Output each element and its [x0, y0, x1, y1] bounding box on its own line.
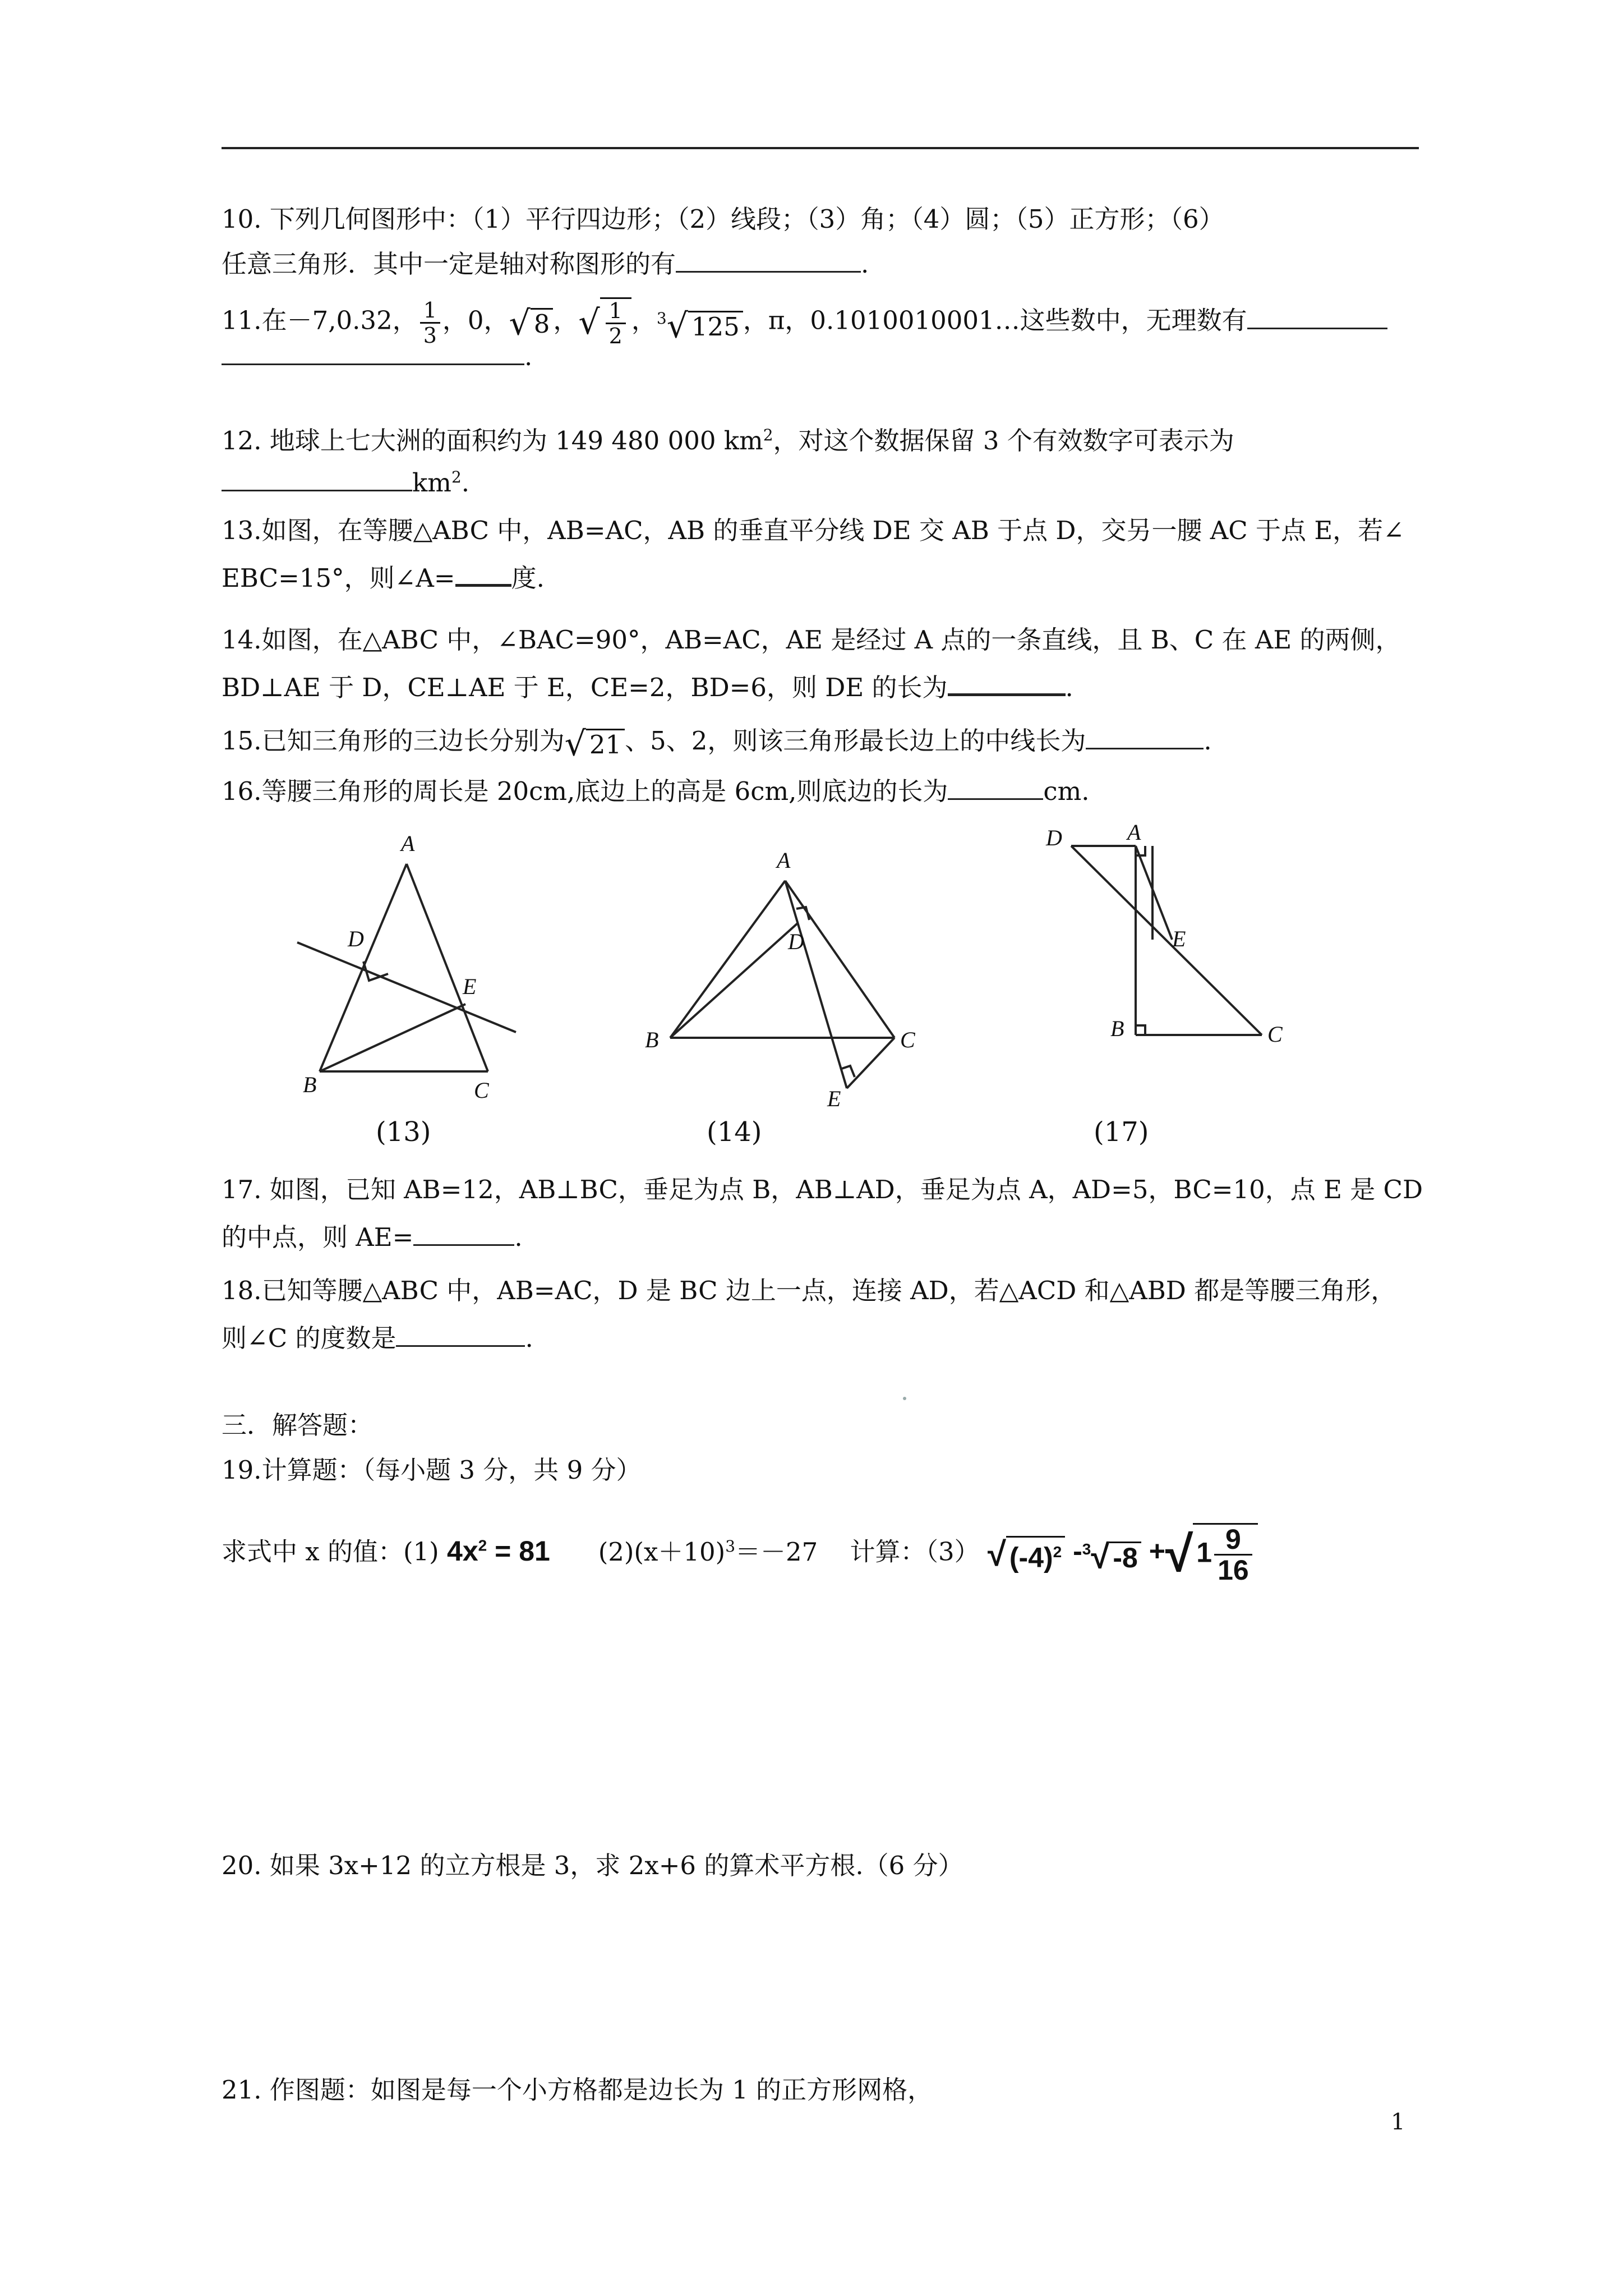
page-number: 1: [1391, 2109, 1405, 2135]
f13-label-C: C: [474, 1078, 489, 1103]
f17-caption: (17): [1094, 1116, 1149, 1148]
q11-line1: 11.在－7,0.32， $\frac{1}{3}$ ，0，√ 8 ，√ $\frac{1}{2}$ ，$^3$√ 125 ，π，0.1010010001…这些数中，无理数有: [222, 297, 1419, 348]
figure-13: [280, 830, 538, 1167]
q19-eq1: $4x^2 = 81$: [447, 1535, 550, 1567]
f14-label-A: A: [777, 848, 791, 873]
f14-label-E: E: [827, 1086, 841, 1111]
f14-label-C: C: [900, 1027, 915, 1052]
section-3-heading: 三．解答题：: [222, 1410, 374, 1440]
q12-line2: $km^2$.: [222, 457, 1419, 503]
q15-line: 15.已知三角形的三边长分别为√ 21 、5、2，则该三角形最长边上的中线长为 .: [222, 721, 1419, 764]
f13-label-A: A: [401, 831, 415, 856]
f17-label-C: C: [1267, 1022, 1283, 1047]
q19-eq2: $(2)(x+10)^3=-27$: [598, 1536, 818, 1567]
f17-label-B: B: [1110, 1016, 1124, 1041]
q17-answer-blank[interactable]: [413, 1218, 514, 1246]
f13-label-E: E: [463, 974, 477, 999]
q17-line2: 的中点，则 AE= .: [222, 1217, 1419, 1258]
figure-17-drawing: [1038, 819, 1307, 1167]
q20-line: 20. 如果 3x+12 的立方根是 3，求 2x+6 的算术平方根.（6 分）: [222, 1851, 963, 1880]
f14-caption: (14): [707, 1116, 762, 1148]
q18-answer-blank[interactable]: [396, 1319, 525, 1347]
f13-label-B: B: [303, 1072, 317, 1097]
figure-17: [1038, 819, 1307, 1167]
q13-line1: 13.如图，在等腰△ABC 中，AB=AC，AB 的垂直平分线 DE 交 AB 于点 D，交另一腰 AC 于点 E，若∠: [222, 516, 1404, 545]
q10-answer-blank[interactable]: [676, 245, 861, 273]
f13-label-D: D: [348, 926, 364, 951]
figure-14: [639, 847, 931, 1167]
sqrt-half: √ $\frac{1}{2}$: [578, 297, 631, 348]
q19-equations: 求式中 x 的值：(1) $4x^2 = 81$ $(2)(x+10)^3=-27$ 计算：（3） √ $(-4)^2$ -$^3$√ -8 +√ 1 $\frac{9}{16}$: [222, 1515, 1419, 1588]
f13-caption: (13): [376, 1116, 431, 1148]
q18-line2: 则∠C 的度数是 .: [222, 1318, 1419, 1359]
q14-answer-blank[interactable]: [948, 668, 1066, 696]
q13-line2: EBC=15°，则∠A= 度.: [222, 558, 1419, 599]
q19-expression: √ $(-4)^2$ -$^3$√ -8 +√ 1 $\frac{9}{16}$: [988, 1535, 1258, 1567]
q21-line: 21. 作图题：如图是每一个小方格都是边长为 1 的正方形网格，: [222, 2075, 933, 2105]
sqrt-8: √ 8: [509, 301, 554, 344]
q15-answer-blank[interactable]: [1086, 722, 1204, 749]
figure-14-drawing: [639, 847, 931, 1167]
f14-label-D: D: [788, 929, 804, 954]
q11-answer-blank[interactable]: [1247, 302, 1387, 329]
sqrt-21: √ 21: [565, 722, 625, 765]
fraction-one-third: $\frac{1}{3}$: [420, 298, 440, 347]
f14-label-B: B: [645, 1027, 659, 1052]
q11-answer-blank-cont[interactable]: [222, 338, 524, 365]
q10-line2: 任意三角形．其中一定是轴对称图形的有 .: [222, 244, 1419, 284]
q11-line2: .: [222, 337, 1419, 377]
q13-answer-blank[interactable]: [455, 558, 511, 587]
header-rule: [222, 147, 1419, 149]
scan-speck: [903, 1397, 906, 1400]
q16-line: 16.等腰三角形的周长是 20cm,底边上的高是 6cm,则底边的长为 cm.: [222, 771, 1419, 812]
q16-answer-blank[interactable]: [948, 772, 1043, 800]
q14-line1: 14.如图，在△ABC 中，∠BAC=90°，AB=AC，AE 是经过 A 点的一条直线，且 B、C 在 AE 的两侧，: [222, 625, 1401, 655]
q12-line1: 12. 地球上七大洲的面积约为 149 480 000 $km^2$，对这个数据保留 3 个有效数字可表示为: [222, 426, 1234, 455]
f17-label-D: D: [1046, 825, 1062, 850]
q19-title: 19.计算题：（每小题 3 分，共 9 分）: [222, 1455, 642, 1485]
f17-label-A: A: [1127, 820, 1141, 845]
q12-answer-blank[interactable]: [222, 464, 412, 491]
f17-label-E: E: [1172, 926, 1186, 951]
q10-line1: 10. 下列几何图形中：（1）平行四边形；（2）线段；（3）角；（4）圆；（5）正方形；（6）: [222, 204, 1224, 234]
cuberoot-125: $^3$√ 125: [657, 298, 743, 347]
q14-line2: BD⊥AE 于 D，CE⊥AE 于 E，CE=2，BD=6，则 DE 的长为 .: [222, 668, 1419, 708]
q18-line1: 18.已知等腰△ABC 中，AB=AC，D 是 BC 边上一点，连接 AD，若△ACD 和△ABD 都是等腰三角形，: [222, 1276, 1396, 1305]
q17-line1: 17. 如图，已知 AB=12，AB⊥BC，垂足为点 B，AB⊥AD，垂足为点 A，AD=5，BC=10，点 E 是 CD: [222, 1175, 1423, 1204]
